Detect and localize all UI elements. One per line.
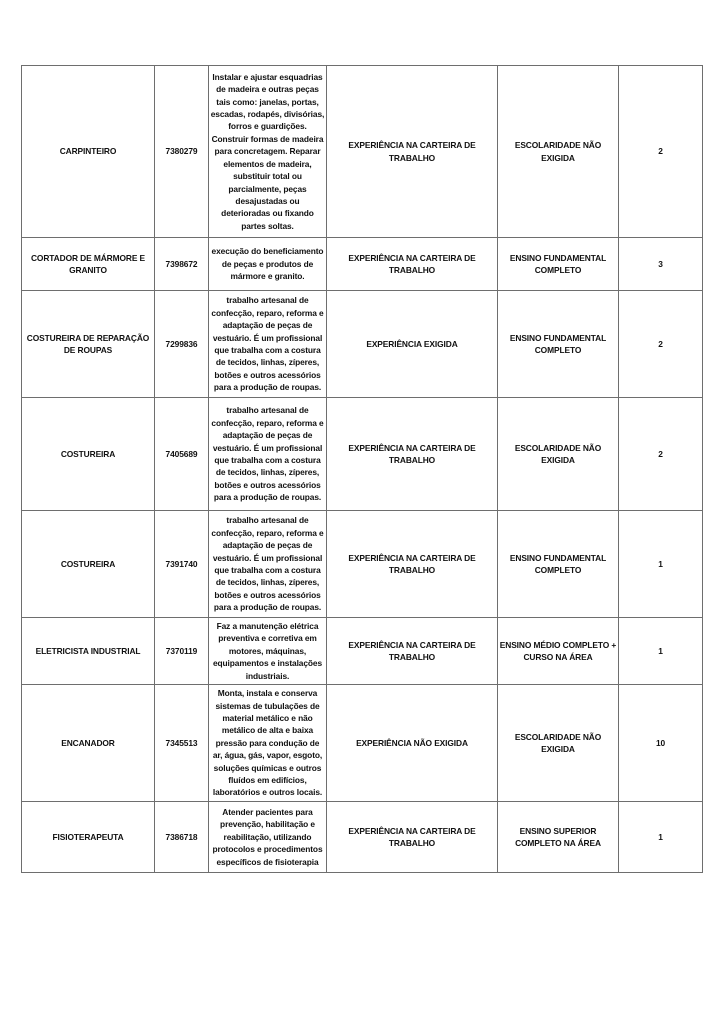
vacancy-count: 2 [619, 66, 703, 238]
job-code: 7391740 [155, 511, 209, 618]
job-code: 7370119 [155, 618, 209, 685]
experience-requirement: EXPERIÊNCIA NA CARTEIRA DE TRABALHO [327, 802, 498, 873]
education-requirement: ESCOLARIDADE NÃO EXIGIDA [498, 66, 619, 238]
job-title: COSTUREIRA [22, 511, 155, 618]
job-description: trabalho artesanal de confecção, reparo, reforma e adaptação de peças de vestuário. É um profissional que trabalha com a costura de tecidos, linhas, zíperes, botões e outros acessórios para a produção de roupas. [209, 398, 327, 511]
experience-requirement: EXPERIÊNCIA NA CARTEIRA DE TRABALHO [327, 66, 498, 238]
table-row [22, 802, 703, 873]
job-vacancies-table [21, 65, 703, 873]
job-description: Atender pacientes para prevenção, habilitação e reabilitação, utilizando protocolos e procedimentos específicos de fisioterapia [209, 802, 327, 873]
vacancy-count: 2 [619, 398, 703, 511]
table-row [22, 66, 703, 238]
education-requirement: ESCOLARIDADE NÃO EXIGIDA [498, 685, 619, 802]
job-description: Monta, instala e conserva sistemas de tubulações de material metálico e não metálico de alta e baixa pressão para condução de ar, água, gás, vapor, esgoto, soluções químicas e outros fluídos em edifícios, laboratórios e outros locais. [209, 685, 327, 802]
education-requirement: ESCOLARIDADE NÃO EXIGIDA [498, 398, 619, 511]
vacancy-count: 10 [619, 685, 703, 802]
job-title: COSTUREIRA DE REPARAÇÃO DE ROUPAS [22, 291, 155, 398]
vacancy-count: 3 [619, 238, 703, 291]
experience-requirement: EXPERIÊNCIA NA CARTEIRA DE TRABALHO [327, 511, 498, 618]
experience-requirement: EXPERIÊNCIA EXIGIDA [327, 291, 498, 398]
job-description: Faz a manutenção elétrica preventiva e corretiva em motores, máquinas, equipamentos e instalações industriais. [209, 618, 327, 685]
experience-requirement: EXPERIÊNCIA NA CARTEIRA DE TRABALHO [327, 238, 498, 291]
job-code: 7380279 [155, 66, 209, 238]
job-code: 7398672 [155, 238, 209, 291]
table-row [22, 685, 703, 802]
job-code: 7386718 [155, 802, 209, 873]
job-title: ENCANADOR [22, 685, 155, 802]
education-requirement: ENSINO FUNDAMENTAL COMPLETO [498, 511, 619, 618]
table-row [22, 291, 703, 398]
job-title: CORTADOR DE MÁRMORE E GRANITO [22, 238, 155, 291]
job-title: FISIOTERAPEUTA [22, 802, 155, 873]
experience-requirement: EXPERIÊNCIA NA CARTEIRA DE TRABALHO [327, 398, 498, 511]
job-description: trabalho artesanal de confecção, reparo, reforma e adaptação de peças de vestuário. É um profissional que trabalha com a costura de tecidos, linhas, zíperes, botões e outros acessórios para a produção de roupas. [209, 511, 327, 618]
job-description: trabalho artesanal de confecção, reparo, reforma e adaptação de peças de vestuário. É um profissional que trabalha com a costura de tecidos, linhas, zíperes, botões e outros acessórios para a produção de roupas. [209, 291, 327, 398]
job-code: 7299836 [155, 291, 209, 398]
job-description: execução do beneficiamento de peças e produtos de mármore e granito. [209, 238, 327, 291]
education-requirement: ENSINO SUPERIOR COMPLETO NA ÁREA [498, 802, 619, 873]
experience-requirement: EXPERIÊNCIA NÃO EXIGIDA [327, 685, 498, 802]
experience-requirement: EXPERIÊNCIA NA CARTEIRA DE TRABALHO [327, 618, 498, 685]
vacancy-count: 1 [619, 618, 703, 685]
education-requirement: ENSINO FUNDAMENTAL COMPLETO [498, 291, 619, 398]
job-title: ELETRICISTA INDUSTRIAL [22, 618, 155, 685]
vacancy-count: 2 [619, 291, 703, 398]
job-title: CARPINTEIRO [22, 66, 155, 238]
vacancy-count: 1 [619, 802, 703, 873]
job-description: Instalar e ajustar esquadrias de madeira e outras peças tais como: janelas, portas, escadas, rodapés, divisórias, forros e guardições. Construir formas de madeira para concretagem. Reparar elementos de madeira, substituir total ou parcialmente, peças desajustadas ou deterioradas ou fixando partes soltas. [209, 66, 327, 238]
education-requirement: ENSINO FUNDAMENTAL COMPLETO [498, 238, 619, 291]
job-title: COSTUREIRA [22, 398, 155, 511]
job-code: 7345513 [155, 685, 209, 802]
vacancy-count: 1 [619, 511, 703, 618]
table-row [22, 511, 703, 618]
table-row [22, 618, 703, 685]
table-row [22, 238, 703, 291]
table-row [22, 398, 703, 511]
job-code: 7405689 [155, 398, 209, 511]
education-requirement: ENSINO MÉDIO COMPLETO + CURSO NA ÁREA [498, 618, 619, 685]
